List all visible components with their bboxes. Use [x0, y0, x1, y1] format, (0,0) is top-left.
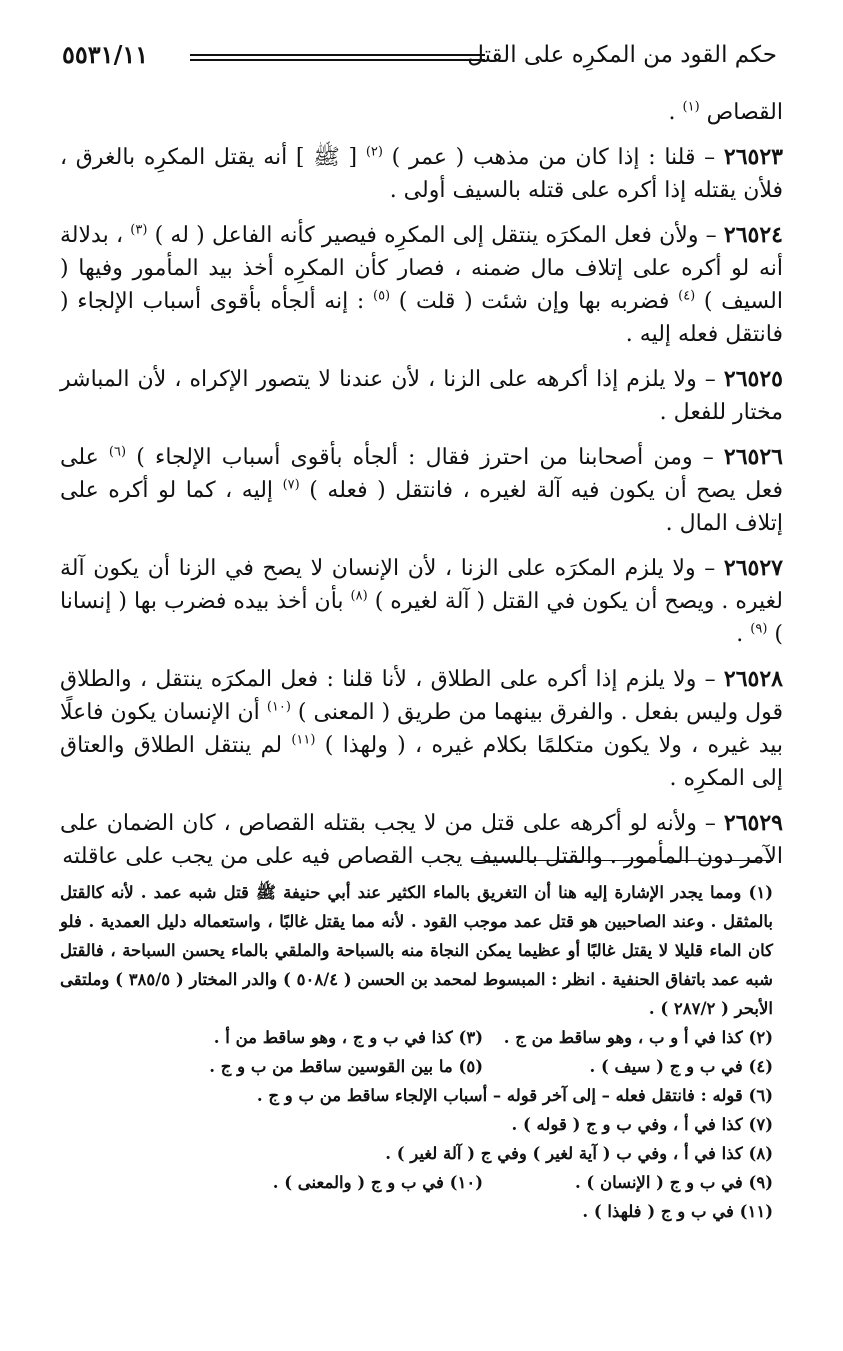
- footnote-5: (٥) ما بين القوسين ساقط من ب و ج .: [209, 1057, 483, 1076]
- paragraph-p0: القصاص $^{(١)}$ .: [668, 99, 783, 125]
- footnote-marker: (٢): [365, 144, 383, 160]
- footnote-7: (٧) كذا في أ ، وفي ب و ج ( قوله ) .: [511, 1115, 773, 1134]
- footnote-marker: (٥): [372, 288, 391, 304]
- footnote-marker: (٧): [282, 477, 300, 493]
- footnote-2: (٢) كذا في أ و ب ، وهو ساقط من ج .: [503, 1028, 773, 1047]
- header-rule: [190, 54, 485, 61]
- footnote-10: (١٠) في ب و ج ( والمعنى ) .: [272, 1173, 483, 1192]
- footnote-marker: (٤): [678, 288, 696, 304]
- footnote-marker: (١١): [291, 732, 316, 748]
- issue-number: ٢٦٥٢٧: [723, 555, 783, 581]
- footnote-3: (٣) كذا في ب و ج ، وهو ساقط من أ .: [213, 1028, 483, 1047]
- footnote-8: (٨) كذا في أ ، وفي ب ( آية لغير ) وفي ج ( آلة لغير ) .: [385, 1144, 773, 1163]
- issue-number: ٢٦٥٢٤: [723, 222, 783, 248]
- issue-number: ٢٦٥٢٨: [723, 666, 783, 692]
- footnotes: [60, 878, 773, 1226]
- paragraph-p2: ٢٦٥٢٤ – ولأن فعل المكرَه ينتقل إلى المكرِه فيصير كأنه الفاعل ( له ) $^{(٣)}$ ، بدلالة أنه لو أكره على إتلاف مال ضمنه ، فصار كأن المكرِه أخذ بيد المأمور وفيها ( السيف ) $^{(٤)}$ فضربه بها وإن شئت ( قلت ) $^{(٥)}$ : إنه ألجأه بأقوى أسباب الإلجاء ( فانتقل فعله إليه .: [60, 222, 783, 347]
- paragraph-p4: ٢٦٥٢٦ – ومن أصحابنا من احترز فقال : ألجأه بأقوى أسباب الإلجاء ) $^{(٦)}$ على فعل يصح أن يكون فيه آلة لغيره ، فانتقل ( فعله ) $^{(٧)}$ إليه ، كما لو أكره على إتلاف المال .: [60, 444, 783, 536]
- paragraph-p3: ٢٦٥٢٥ – ولا يلزم إذا أكرهه على الزنا ، لأن عندنا لا يتصور الإكراه ، لأن المباشر مختار للفعل .: [60, 366, 783, 425]
- footnote-marker: (٨): [350, 588, 368, 604]
- issue-number: ٢٦٥٢٦: [723, 444, 783, 470]
- running-header: [62, 38, 777, 78]
- footnote-marker: (٦): [108, 444, 127, 460]
- issue-number: ٢٦٥٢٩: [723, 810, 783, 836]
- page-number: ٥٥٣١/١١: [62, 40, 149, 69]
- footnote-6: (٦) قوله : فانتقل فعله – إلى آخر قوله – أسباب الإلجاء ساقط من ب و ج .: [256, 1086, 773, 1105]
- footnote-11: (١١) في ب و ج ( فلهذا ) .: [582, 1202, 773, 1221]
- paragraph-p6: ٢٦٥٢٨ – ولا يلزم إذا أكره على الطلاق ، لأنا قلنا : فعل المكرَه ينتقل ، والطلاق قول وليس بفعل . والفرق بينهما من طريق ( المعنى ) $^{(١٠)}$ أن الإنسان يكون فاعلًا بيد غيره ، ولا يكون متكلمًا بكلام غيره ، ( ولهذا ) $^{(١١)}$ لم ينتقل الطلاق والعتاق إلى المكرِه .: [60, 666, 783, 791]
- paragraph-p1: ٢٦٥٢٣ – قلنا : إذا كان من مذهب ( عمر ) $^{(٢)}$ [ ﷺ ] أنه يقتل المكرِه بالغرق ، فلأن يقتله إذا أكره على قتله بالسيف أولى .: [60, 144, 783, 203]
- footnote-marker: (٩): [750, 621, 768, 637]
- paragraph-p5: ٢٦٥٢٧ – ولا يلزم المكرَه على الزنا ، لأن الإنسان لا يصح في الزنا أن يكون آلة لغيره . ويصح أن يكون في القتل ( آلة لغيره ) $^{(٨)}$ بأن أخذ بيده فضرب بها ( إنسانا ) $^{(٩)}$ .: [60, 555, 783, 647]
- main-text: [60, 96, 783, 885]
- issue-number: ٢٦٥٢٣: [723, 144, 783, 170]
- footnote-1: (١) ومما يجدر الإشارة إليه هنا أن التغريق بالماء الكثير عند أبي حنيفة ﷺ قتل شبه عمد . لأنه كالقتل بالمثقل . وعند الصاحبين هو قتل عمد موجب القود . لأنه مما يقتل غالبًا ، واستعماله دليل العمدية . فلو كان الماء قليلا لا يقتل غالبًا أو عظيما يمكن النجاة منه بالسباحة والملقي بالماء يحسن السباحة ، فالقتل شبه عمد باتفاق الحنفية . انظر : المبسوط لمحمد بن الحسن ( ٥٠٨/٤ ) والدر المختار ( ٣٨٥/٥ ) وملتقى الأبحر ( ٢٨٧/٢ ) .: [60, 883, 773, 1018]
- running-title: حكم القود من المكرِه على القتل: [467, 42, 777, 68]
- footnote-marker: (١٠): [266, 699, 291, 715]
- footnote-marker: (٣): [130, 222, 148, 238]
- footnote-4: (٤) في ب و ج ( سيف ) .: [589, 1057, 773, 1076]
- footnote-9: (٩) في ب و ج ( الإنسان ) .: [574, 1173, 773, 1192]
- footnote-marker: (١): [682, 99, 700, 115]
- issue-number: ٢٦٥٢٥: [723, 366, 783, 392]
- footnote-separator: [473, 860, 773, 861]
- paragraph-p7: ٢٦٥٢٩ – ولأنه لو أكرهه على قتل من لا يجب بقتله القصاص ، كان الضمان على الآمر دون المأمور . والقتل بالسيف يجب القصاص فيه على من يجب على عاقلته: [60, 810, 783, 869]
